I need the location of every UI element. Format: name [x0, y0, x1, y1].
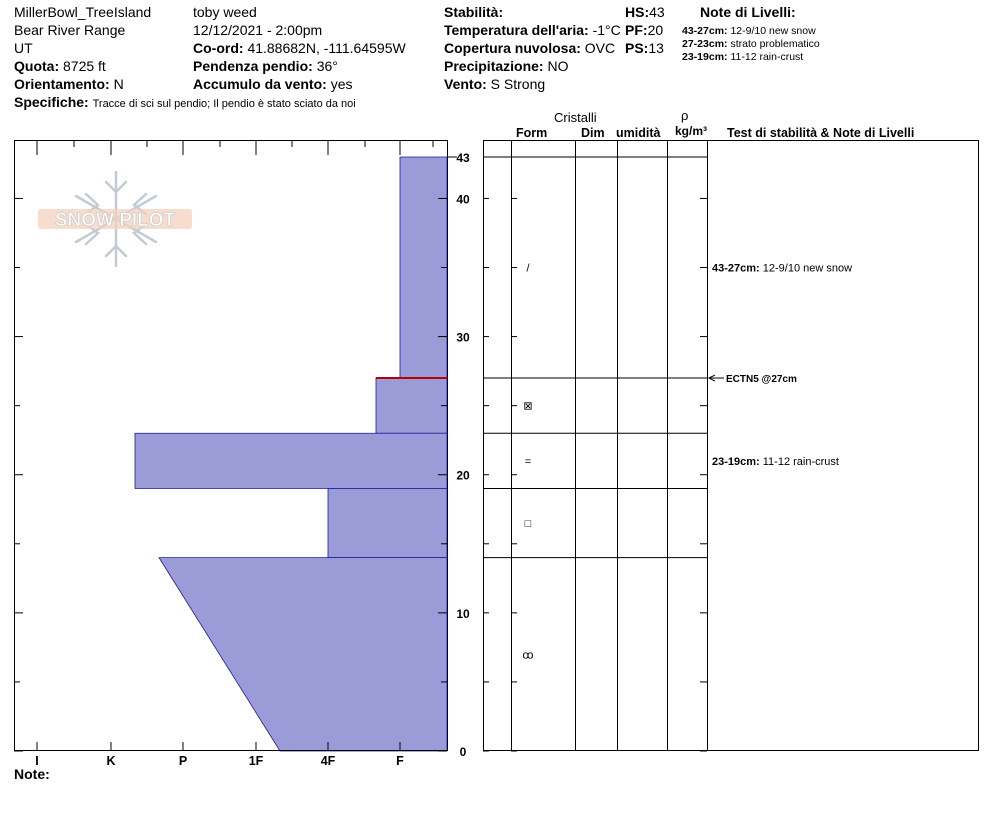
- tests-notes-header: Test di stabilità & Note di Livelli: [727, 126, 915, 140]
- crystal-form-symbol: ⊠: [523, 400, 533, 413]
- aspect-value: N: [113, 76, 124, 92]
- sky-value: OVC: [584, 40, 616, 56]
- specifics-label: Specifiche:: [14, 94, 89, 110]
- hs-label: HS:: [625, 4, 650, 20]
- test-result: ECTN5 @27cm: [726, 374, 797, 386]
- layer-note-range: 23-19cm:: [682, 51, 728, 63]
- aspect-label: Orientamento:: [14, 76, 110, 92]
- depth-label: 0: [459, 745, 467, 759]
- wind-loading-label: Accumulo da vento:: [193, 76, 327, 92]
- precip-value: NO: [547, 58, 569, 74]
- slope-label: Pendenza pendio:: [193, 58, 313, 74]
- ps-value: 13: [648, 40, 664, 56]
- crystal-table-rows: [483, 157, 707, 558]
- depth-axis-labels: [456, 151, 470, 759]
- depth-label: 30: [456, 330, 470, 345]
- wind-label: Vento:: [444, 76, 487, 92]
- hardness-layers: [135, 157, 447, 751]
- hardness-label: K: [106, 754, 116, 768]
- wind-loading-value: yes: [330, 76, 353, 92]
- layer-comment: 23-19cm: 11-12 rain-crust: [712, 455, 839, 468]
- coord-label: Co-ord:: [193, 40, 244, 56]
- layer-note-range: 27-23cm:: [682, 38, 728, 50]
- hardness-layer: [159, 558, 447, 751]
- dim-header: Dim: [581, 126, 605, 140]
- hardness-layer: [376, 378, 447, 433]
- hardness-label: 4F: [320, 754, 336, 768]
- crystal-form-symbol: ꝏ: [522, 649, 534, 662]
- depth-label: 43: [456, 151, 470, 165]
- sky-label: Copertura nuvolosa:: [444, 40, 581, 56]
- layer-note-text: strato problematico: [730, 38, 820, 50]
- layer-note-text: 11-12 rain-crust: [730, 51, 804, 63]
- air-temp-value: -1°C: [592, 22, 621, 38]
- crystal-form-symbol: /: [526, 262, 530, 275]
- wind-value: S Strong: [490, 76, 546, 92]
- date-time: 12/12/2021 - 2:00pm: [193, 22, 323, 38]
- hardness-layer: [135, 433, 447, 488]
- hardness-label: 1F: [248, 754, 264, 768]
- air-temp-label: Temperatura dell'aria:: [444, 22, 589, 38]
- hs-value: 43: [649, 4, 665, 20]
- hardness-layer: [400, 157, 447, 378]
- layer-note-range: 43-27cm:: [682, 25, 728, 37]
- coord-value: 41.88682N, -111.64595W: [247, 40, 406, 56]
- crystals-header: Cristalli: [554, 110, 597, 125]
- crystal-form-symbol: =: [524, 455, 532, 468]
- hardness-label: I: [35, 754, 39, 768]
- pf-label: PF:: [625, 22, 648, 38]
- specifics-value: Tracce di sci sul pendio; Il pendio è stato sciato da noi: [92, 98, 356, 110]
- depth-label: 40: [456, 192, 470, 207]
- slope-value: 36°: [316, 58, 338, 74]
- depth-label: 10: [456, 606, 470, 621]
- density-unit-header: kg/m³: [675, 124, 708, 138]
- ps-label: PS:: [625, 40, 649, 56]
- observer: toby weed: [193, 4, 257, 20]
- pf-value: 20: [647, 22, 664, 38]
- crystal-form-symbol: □: [524, 518, 532, 531]
- crystal-forms: [522, 263, 533, 662]
- layer-note-text: 12-9/10 new snow: [730, 25, 816, 37]
- site-name: MillerBowl_TreeIsland: [14, 4, 152, 20]
- hardness-label: F: [396, 754, 404, 768]
- notes-label: Note:: [14, 766, 50, 782]
- hardness-label: P: [178, 754, 188, 768]
- layer-notes-title: Note di Livelli:: [700, 4, 796, 20]
- moisture-header: umidità: [616, 126, 661, 140]
- snow-pilot-logo: [38, 172, 192, 266]
- state: UT: [14, 40, 33, 56]
- elevation-value: 8725 ft: [63, 58, 106, 74]
- stability-label: Stabilità:: [444, 4, 504, 20]
- precip-label: Precipitazione:: [444, 58, 544, 74]
- crystal-table-frame: [484, 140, 979, 751]
- mountain-range: Bear River Range: [14, 22, 126, 38]
- elevation-label: Quota:: [14, 58, 60, 74]
- stability-tests: [709, 374, 797, 385]
- snow-pilot-logo-text: SNOW PILOT: [54, 210, 176, 231]
- hardness-axis-labels: [35, 754, 404, 768]
- form-header: Form: [516, 126, 548, 140]
- rho-header: ρ: [681, 108, 689, 123]
- hardness-layer: [328, 489, 447, 558]
- layer-comments: [712, 263, 852, 468]
- layer-comment: 43-27cm: 12-9/10 new snow: [712, 262, 853, 275]
- depth-label: 20: [456, 468, 470, 483]
- crystal-table-ticks: [483, 198, 707, 751]
